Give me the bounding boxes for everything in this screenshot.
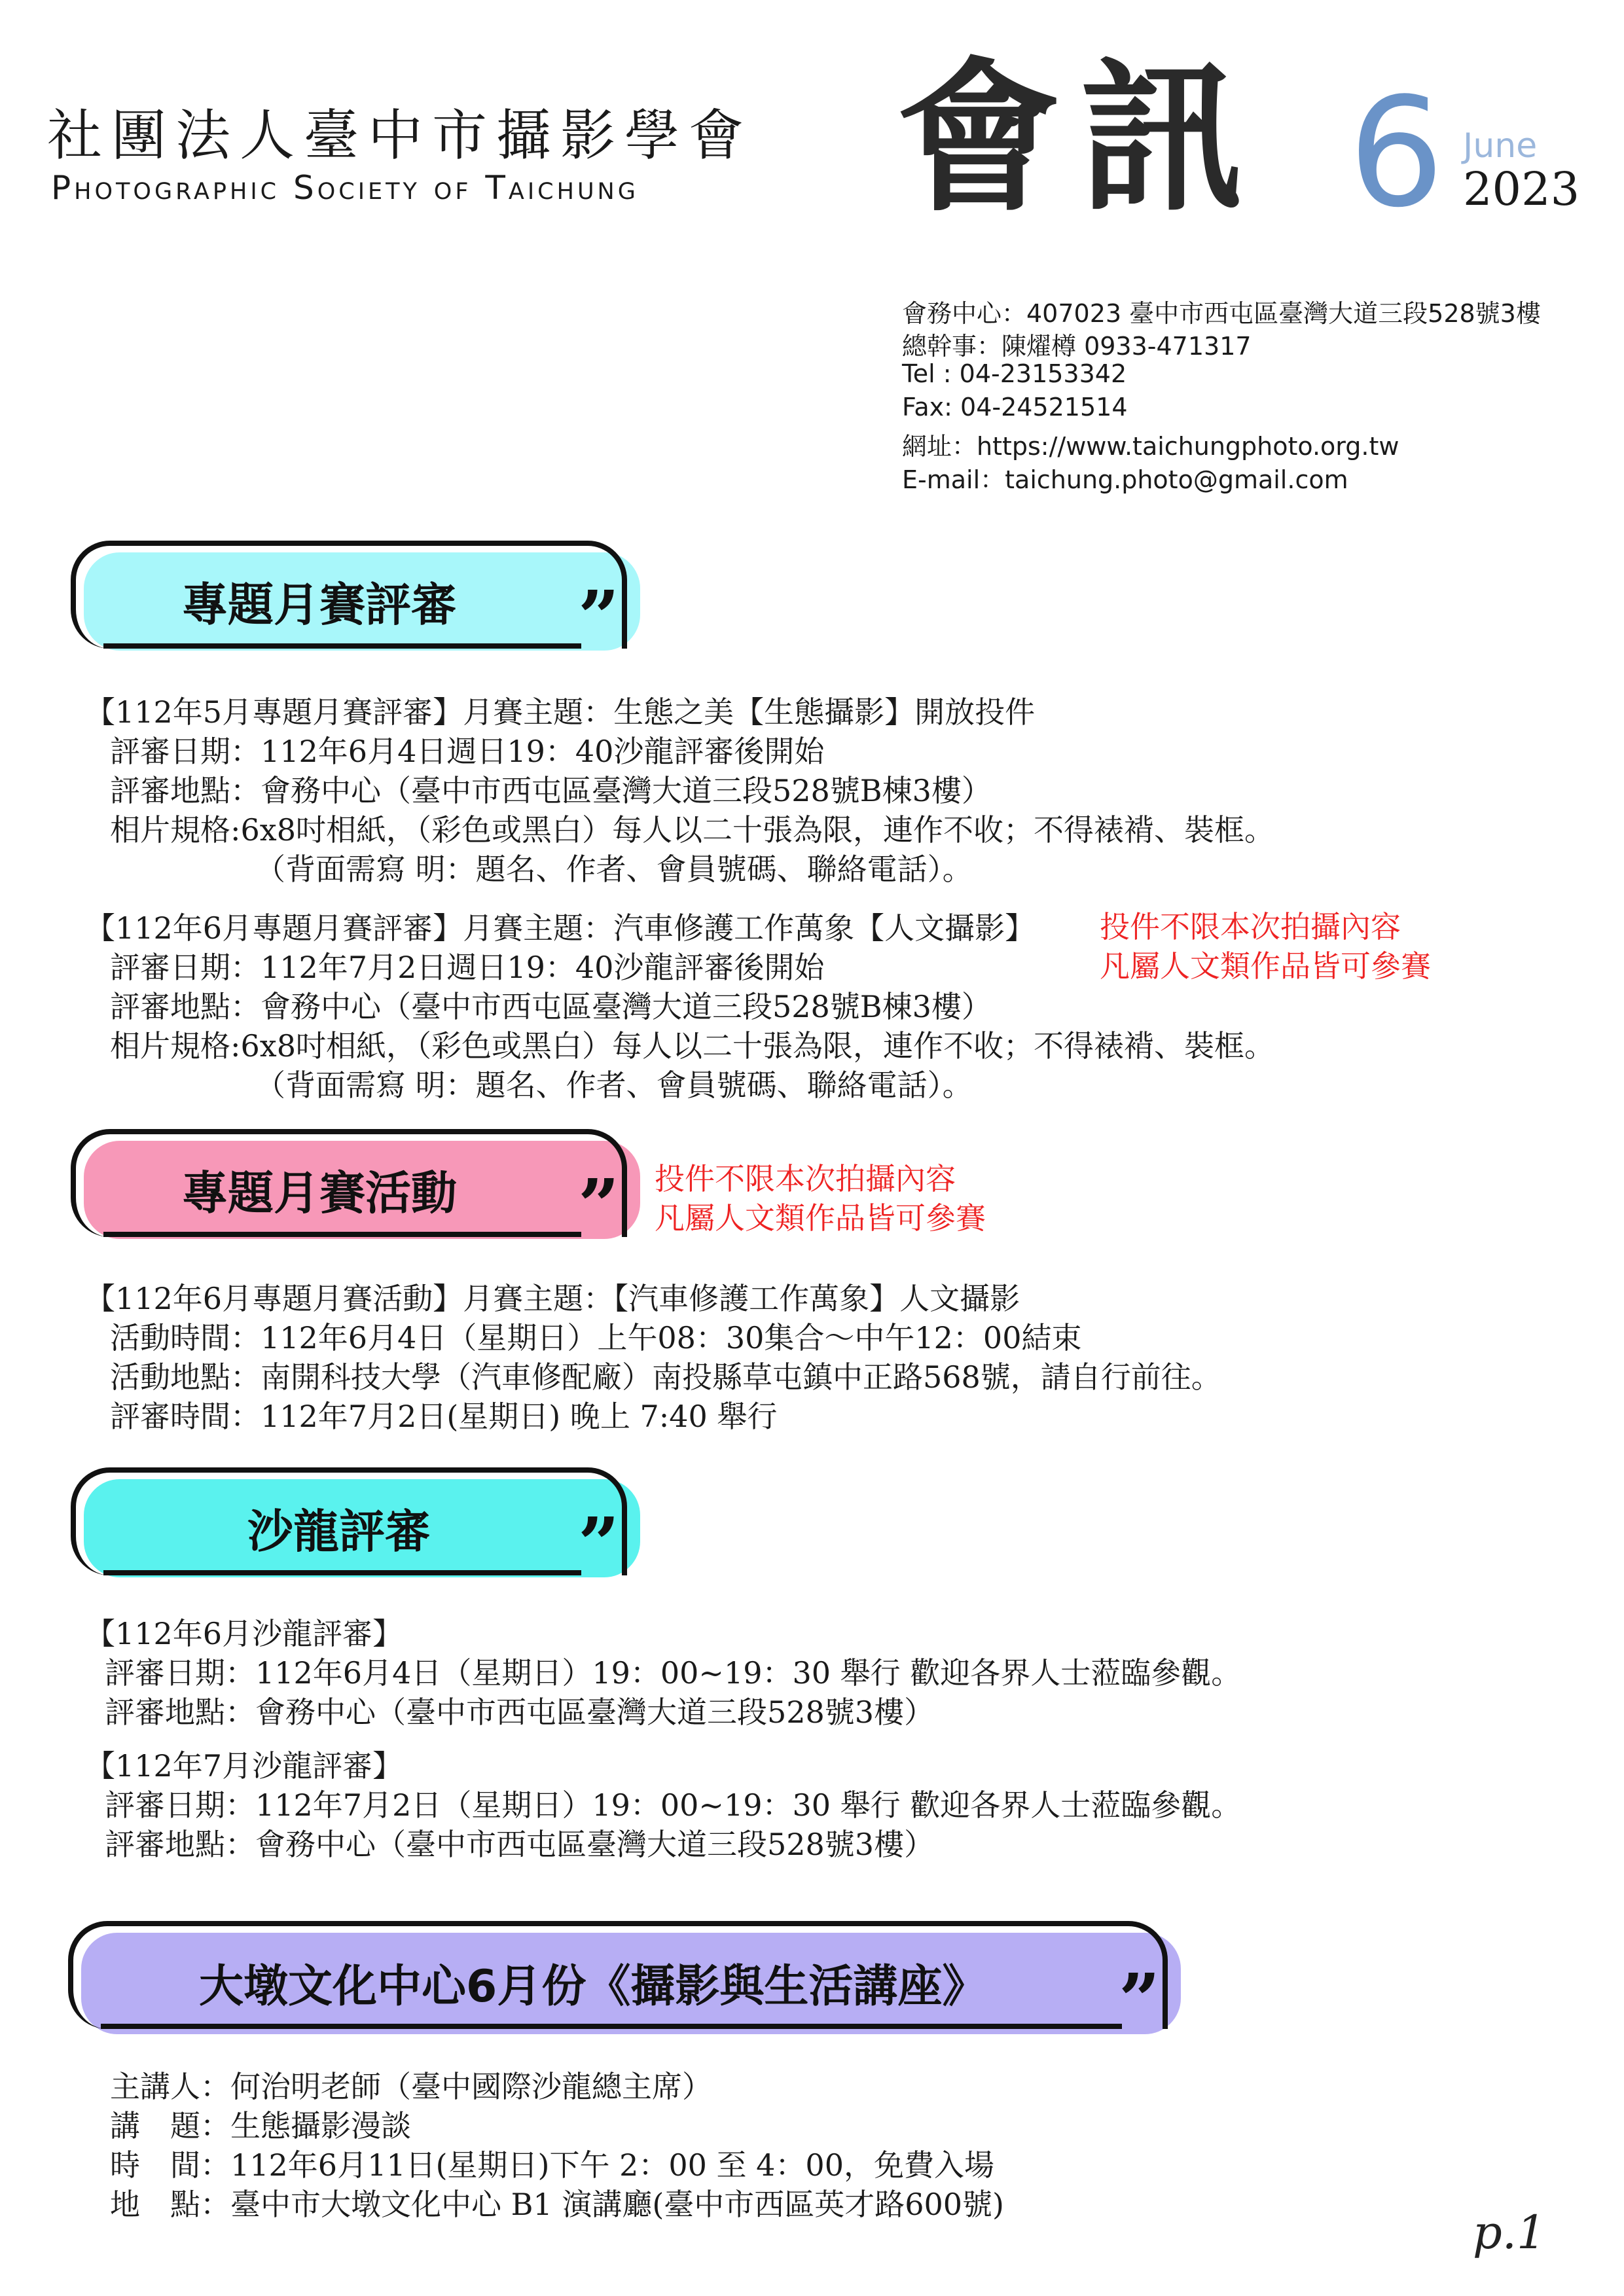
section-title-lecture: 大墩文化中心6月份《攝影與生活講座》 <box>199 1961 987 2013</box>
section-title-activity: 專題月賽活動 <box>182 1166 457 1220</box>
salon-july-heading: 【112年7月沙龍評審】 <box>85 1748 403 1784</box>
june-judging-date: 評審日期：112年7月2日週日19：40沙龍評審後開始 <box>110 950 825 985</box>
salon-july-place: 評審地點：會務中心（臺中市西屯區臺灣大道三段528號3樓） <box>105 1827 935 1862</box>
contact-tel: Tel : 04-23153342 <box>902 359 1127 388</box>
lecture-place: 地 點：臺中市大墩文化中心 B1 演講廳(臺中市西區英才路600號) <box>110 2187 1005 2222</box>
may-judging-date: 評審日期：112年6月4日週日19：40沙龍評審後開始 <box>110 734 825 769</box>
section-banner-salon <box>71 1467 640 1586</box>
june-judging-spec: 相片規格:6x8吋相紙，（彩色或黑白）每人以二十張為限，連作不收；不得裱褙、裝框。 <box>110 1028 1274 1064</box>
salon-june-place: 評審地點：會務中心（臺中市西屯區臺灣大道三段528號3樓） <box>105 1695 935 1730</box>
section-title-judging: 專題月賽評審 <box>182 578 457 632</box>
banner-baseline <box>103 1570 581 1575</box>
banner-baseline <box>101 2024 1122 2029</box>
june-judging-note: （背面需寫 明：題名、作者、會員號碼、聯絡電話）。 <box>255 1067 973 1103</box>
may-judging-place: 評審地點：會務中心（臺中市西屯區臺灣大道三段528號B棟3樓） <box>110 773 992 808</box>
newsletter-title: 會訊 <box>897 41 1263 234</box>
activity-red-note-1: 投件不限本次拍攝內容 <box>655 1161 956 1196</box>
activity-place: 活動地點：南開科技大學（汽車修配廠）南投縣草屯鎮中正路568號，請自行前往。 <box>110 1359 1221 1395</box>
may-judging-spec: 相片規格:6x8吋相紙，（彩色或黑白）每人以二十張為限，連作不收；不得裱褙、裝框。 <box>110 812 1274 848</box>
salon-july-date: 評審日期：112年7月2日（星期日）19：00~19：30 舉行 歡迎各界人士蒞臨參觀。 <box>105 1787 1242 1823</box>
activity-heading: 【112年6月專題月賽活動】月賽主題：【汽車修護工作萬象】人文攝影 <box>85 1281 1020 1316</box>
activity-judging-time: 評審時間：112年7月2日(星期日) 晚上 7:40 舉行 <box>110 1399 778 1434</box>
lecture-topic: 講 題：生態攝影漫談 <box>110 2108 411 2144</box>
salon-june-date: 評審日期：112年6月4日（星期日）19：00~19：30 舉行 歡迎各界人士蒞臨參觀。 <box>105 1655 1242 1691</box>
quote-mark-icon: ” <box>578 575 620 659</box>
contact-website[interactable]: 網址：https://www.taichungphoto.org.tw <box>902 432 1399 461</box>
org-name-zh: 社團法人臺中市攝影學會 <box>47 103 753 168</box>
issue-year: 2023 <box>1463 162 1580 216</box>
salon-june-heading: 【112年6月沙龍評審】 <box>85 1616 403 1651</box>
page-number: p.1 <box>1473 2206 1546 2259</box>
contact-fax: Fax: 04-24521514 <box>902 393 1128 422</box>
contact-email[interactable]: E-mail：taichung.photo@gmail.com <box>902 465 1348 494</box>
issue-number: 6 <box>1348 66 1445 241</box>
quote-mark-icon: ” <box>578 1501 620 1586</box>
activity-time: 活動時間：112年6月4日（星期日）上午08：30集合～中午12：00結束 <box>110 1320 1082 1355</box>
lecture-time: 時 間：112年6月11日(星期日)下午 2：00 至 4：00，免費入場 <box>110 2147 994 2183</box>
banner-baseline <box>103 1232 581 1237</box>
section-banner-judging <box>71 541 640 659</box>
june-judging-place: 評審地點：會務中心（臺中市西屯區臺灣大道三段528號B棟3樓） <box>110 989 992 1024</box>
contact-secretary: 總幹事：陳燿樽 0933-471317 <box>902 332 1252 361</box>
lecture-speaker: 主講人：何治明老師（臺中國際沙龍總主席） <box>110 2069 712 2104</box>
june-judging-red-note-1: 投件不限本次拍攝內容 <box>1100 909 1401 944</box>
section-title-salon: 沙龍評審 <box>247 1505 431 1558</box>
activity-red-note-2: 凡屬人文類作品皆可參賽 <box>655 1200 986 1236</box>
quote-mark-icon: ” <box>1119 1958 1161 2042</box>
quote-mark-icon: ” <box>578 1163 620 1247</box>
june-judging-red-note-2: 凡屬人文類作品皆可參賽 <box>1100 948 1431 984</box>
issue-month: June <box>1463 126 1538 166</box>
section-banner-activity <box>71 1129 640 1247</box>
may-judging-note: （背面需寫 明：題名、作者、會員號碼、聯絡電話）。 <box>255 852 973 887</box>
section-banner-lecture <box>68 1921 1181 2042</box>
contact-office: 會務中心：407023 臺中市西屯區臺灣大道三段528號3樓 <box>902 299 1541 328</box>
org-name-en: Photographic Society of Taichung <box>51 169 639 207</box>
banner-baseline <box>103 643 581 649</box>
may-judging-heading: 【112年5月專題月賽評審】月賽主題：生態之美【生態攝影】開放投件 <box>85 694 1036 730</box>
june-judging-heading: 【112年6月專題月賽評審】月賽主題：汽車修護工作萬象【人文攝影】 <box>85 910 1036 946</box>
